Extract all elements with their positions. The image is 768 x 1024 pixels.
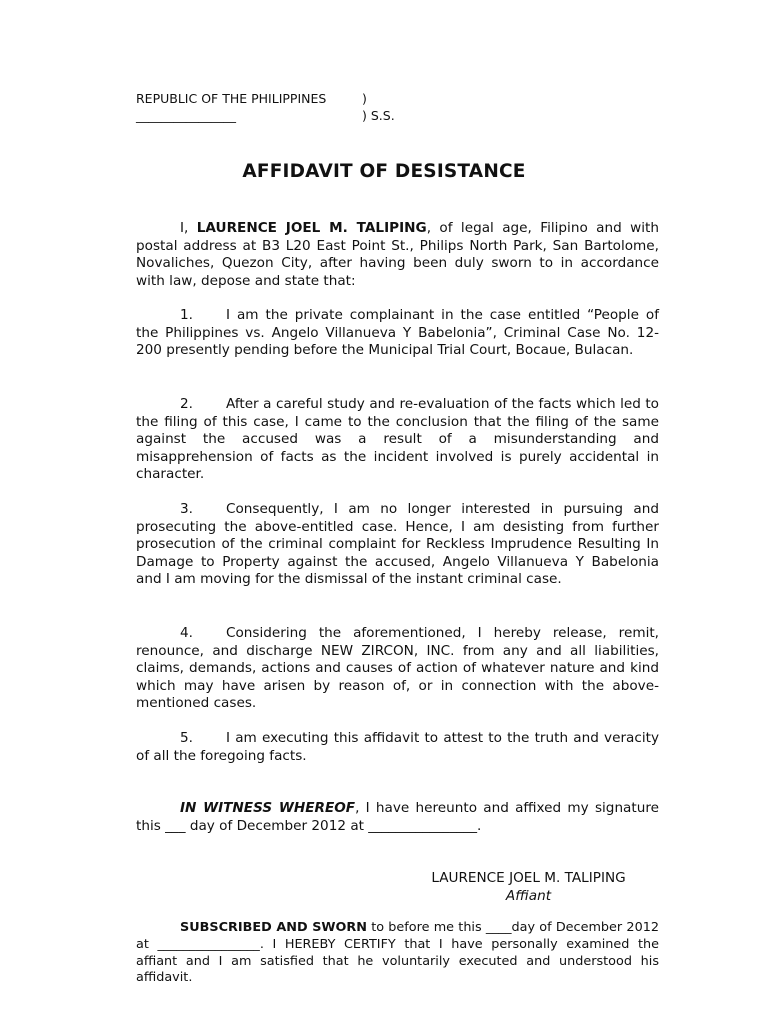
- intro-lead: I,: [180, 220, 189, 236]
- paragraph-4: [136, 625, 659, 713]
- jurat-lead: SUBSCRIBED AND SWORN: [180, 920, 367, 935]
- affiant-name: LAURENCE JOEL M. TALIPING: [196, 220, 427, 236]
- paragraph-number: 2.: [180, 396, 193, 412]
- paragraph-number: 4.: [180, 625, 193, 641]
- venue-block: [136, 90, 395, 124]
- document-title: AFFIDAVIT OF DESISTANCE: [242, 161, 526, 182]
- venue-ss: ) S.S.: [362, 108, 395, 123]
- paragraph-text: Consequently, I am no longer interested in pursuing and prosecuting the above-entitled case. Hence, I am desisting from further prosecution of the criminal complaint for Reckless Imprudence Resulting In Damage to Property against the accused, Angelo Villanueva Y Babelonia and I am moving for the dismissal of the instant criminal case.: [136, 501, 659, 588]
- signatory-role: Affiant: [505, 888, 552, 904]
- jurat-text: to before me this ____day of December 2012 at ________________. I HEREBY CERTIFY that I have personally examined the affiant and I am satisfied that he voluntarily executed and understood his affidavit.: [136, 920, 659, 986]
- witness-lead: IN WITNESS WHEREOF: [180, 800, 356, 816]
- paragraph-1: [136, 307, 659, 360]
- paragraph-5: [136, 730, 659, 765]
- paragraph-3: [136, 501, 659, 589]
- venue-city-blank: ________________: [136, 108, 236, 123]
- paragraph-text: I am executing this affidavit to attest to the truth and veracity of all the foregoing facts.: [136, 730, 659, 764]
- jurat-paragraph: [136, 920, 659, 987]
- paragraph-number: 3.: [180, 501, 193, 517]
- paragraph-2: [136, 396, 659, 484]
- paragraph-text: Considering the aforementioned, I hereby release, remit, renounce, and discharge NEW ZIRCON, INC. from any and all liabilities, claims, demands, actions and causes of action of whatever nature and kind which may have arisen by reason of, or in connection with the above-mentioned cases.: [136, 625, 659, 712]
- paragraph-text: After a careful study and re-evaluation of the facts which led to the filing of this case, I came to the conclusion that the filing of the same against the accused was a result of a misunderstanding and misapprehension of facts as the incident involved is purely accidental in character.: [136, 396, 659, 483]
- venue-paren: ): [362, 91, 367, 106]
- signatory-name: LAURENCE JOEL M. TALIPING: [431, 870, 626, 886]
- intro-paragraph: [136, 220, 659, 290]
- paragraph-text: I am the private complainant in the case entitled “People of the Philippines vs. Angelo Villanueva Y Babelonia”, Criminal Case No. 12-200 presently pending before the Municipal Trial Court, Bocaue, Bulacan.: [136, 307, 659, 359]
- intro-text: , of legal age, Filipino and with postal address at B3 L20 East Point St., Philips North Park, San Bartolome, Novaliches, Quezon City, after having been duly sworn to in accordance with law, depose and state that:: [136, 220, 659, 289]
- paragraph-number: 1.: [180, 307, 193, 323]
- signature-block: [406, 869, 651, 905]
- venue-country: REPUBLIC OF THE PHILIPPINES: [136, 91, 327, 106]
- paragraph-number: 5.: [180, 730, 193, 746]
- witness-text: , I have hereunto and affixed my signature this ___ day of December 2012 at ________________.: [136, 800, 659, 834]
- witness-paragraph: [136, 800, 659, 835]
